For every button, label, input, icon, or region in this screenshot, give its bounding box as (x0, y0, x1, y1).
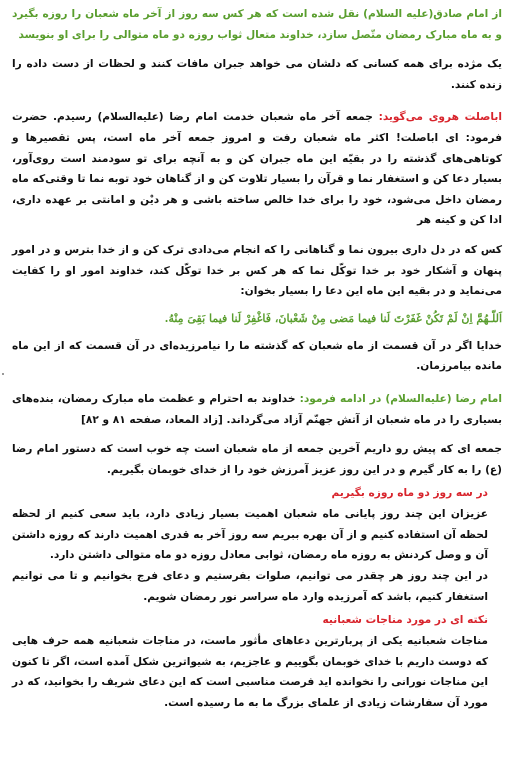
forgiveness-paragraph: خدایا اگر در آن قسمت از ماه شعبان که گذشته ما را نیامرزیده‌ای در آن قسمت که از این ماه مانده بیامرزمان. (12, 339, 502, 373)
last-friday-paragraph: جمعه ای که پیش رو داریم آخرین جمعه از ماه شعبان است چه خوب است که دستور امام رضا (ع) را به کار گیرم و در این روز عزیز آمرزش خود را از خدای خوبمان بگیریم. (12, 443, 502, 476)
munajat-heading: نکته ای در مورد مناجات شعبانیه (322, 614, 488, 627)
margin-dot (2, 373, 4, 375)
trust-paragraph: کس که در دل داری بیرون نما و گناهانی را که انجام می‌دادی ترک کن و از خدا بترس و در امور پنهان و آشکار خود بر خدا توکّل نما که هر کس بر خدا توکّل کند، خداوند امور او را کفایت می‌نماید و در بقیه این ماه این دعا را بسیار بخوان: (12, 243, 502, 298)
imam-reza-text: خداوند به احترام و عظمت ماه مبارک رمضان، بنده‌های بسیاری را در ماه شعبان از آتش جهنّم آزاد می‌گرداند. [زاد المعاد، صفحه ۸۱ و ۸۲] (12, 392, 502, 426)
abasalt-text: جمعه آخر ماه شعبان خدمت امام رضا (علیه‌السلام) رسیدم. حضرت فرمود: ای اباصلت! اکثر ماه شعبان رفت و امروز جمعه آخر ماه است، پس تقصیرها و کوتاهی‌های گذشته را در بقیّه این ماه جبران کن و به آنچه برای تو سودمند است روی‌آور، بسیار دعا کن و استغفار نما و قرآن را بسیار تلاوت کن و از گناهان خود توبه نما تا وقتی‌که ماه رمضان داخل می‌شود، خود را برای خدا خالص ساخته باشی و هر دیْن و امانتی بر عهده داری، ادا کن و کینه هر (12, 111, 502, 227)
abasalt-paragraph (12, 107, 502, 231)
imam-reza-paragraph (12, 389, 502, 430)
three-days-text-2: در این چند روز هر چقدر می توانیم، صلوات بفرستیم و دعای فرج بخوانیم و تا می توانیم استغفار کنیم، باشد که آمرزیده وارد ماه سراسر نور رمضان شویم. (12, 570, 488, 603)
abasalt-speaker: اباصلت هروی می‌گوید: (378, 111, 502, 124)
imam-reza-speaker: امام رضا (علیه‌السلام) در ادامه فرمود: (299, 392, 502, 405)
arabic-prayer: اَللّـهُمَّ اِنْ لَمْ تَكُنْ غَفَرْتَ لَنا فیما مَضی مِنْ شَعْبانَ، فَاغْفِرْ لَنا فیما بَقِیَ مِنْهُ. (164, 311, 502, 325)
intro-hadith: از امام صادق(علیه السلام) نقل شده است که هر کس سه روز از آخر ماه شعبان را روزه بگیرد و به ماه مبارک رمضان متّصل سازد، خداوند متعال ثواب روزه دو ماه متوالی را برای او بنویسد (12, 8, 502, 41)
three-days-text-1: عزیزان این چند روز پایانی ماه شعبان اهمیت بسیار زیادی دارد، باید سعی کنیم از لحظه لحظه آن استفاده کنیم و از آن بهره ببریم سه روز آخر به قدری اهمیت دارند که روزه داشتن آن و وصل کردنش به روزه ماه رمضان، ثوابی معادل روزه دو ماه متوالی داشتن دارد. (12, 508, 488, 562)
good-news-paragraph: یک مژده برای همه کسانی که دلشان می خواهد جبران مافات کنند و لحظات از دست داده را زنده کنند. (12, 58, 502, 91)
munajat-text: مناجات شعبانیه یکی از پربارترین دعاهای مأثور ماست، در مناجات شعبانیه همه حرف هایی که دوست داریم با خدای خوبمان بگوییم و عاجزیم، به شیواترین شکل آمده است، اگر تا کنون این مناجات نورانی را نخوانده اید فرصت مناسبی است که این دعای شریف را بخوانید، که در مورد آن سفارشات زیادی از علمای بزرگ ما به ما رسیده است. (12, 635, 488, 710)
three-days-heading: در سه روز دو ماه روزه بگیریم (331, 487, 488, 500)
